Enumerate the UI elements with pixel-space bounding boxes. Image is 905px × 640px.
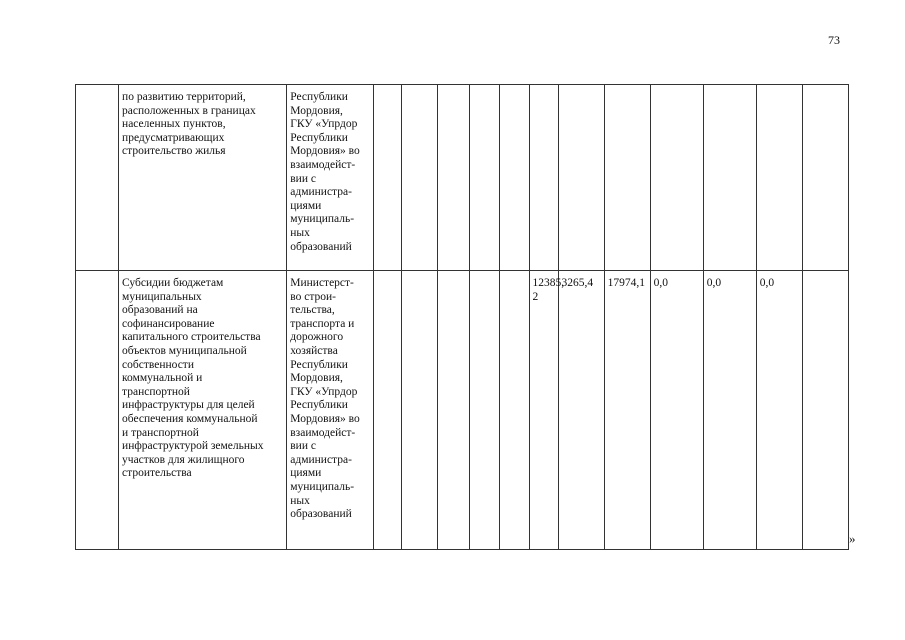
value-cell: 0,0 — [703, 271, 756, 550]
value-cell — [802, 271, 848, 550]
value-cell — [470, 271, 500, 550]
value-cell: 3265,4 — [558, 271, 604, 550]
value-cell — [650, 85, 703, 271]
value-cell — [438, 85, 470, 271]
value-cell — [604, 85, 650, 271]
number-cell — [76, 85, 119, 271]
value-cell — [438, 271, 470, 550]
closing-quote-mark: » — [849, 531, 856, 546]
value-cell: 12385, 2 — [529, 271, 558, 550]
table-row — [76, 271, 849, 550]
value-cell — [802, 85, 848, 271]
value-cell: 17974,1 — [604, 271, 650, 550]
value-cell: 0,0 — [650, 271, 703, 550]
table-row — [76, 85, 849, 271]
value-cell: 0,0 — [756, 271, 802, 550]
value-cell — [402, 271, 438, 550]
value-cell — [374, 271, 402, 550]
value-cell — [756, 85, 802, 271]
measure-name-cell: по развитию территорий, расположенных в границах населенных пунктов, предусматривающих строительство жилья — [119, 85, 287, 271]
executor-cell: Республики Мордовия, ГКУ «Упрдор Республики Мордовия» во взаимодейст- вии с администра- циями муниципаль- ных образований — [287, 85, 374, 271]
value-cell — [500, 85, 529, 271]
value-cell — [558, 85, 604, 271]
value-cell — [374, 85, 402, 271]
value-cell — [470, 85, 500, 271]
value-cell — [402, 85, 438, 271]
page-number: 73 — [828, 33, 840, 47]
measure-name-cell: Субсидии бюджетам муниципальных образований на софинансирование капитального строительства объектов муниципальной собственности коммунальной и транспортной инфраструктуры для целей обеспечения коммунальной и транспортной инфраструктурой земельных участков для жилищного строительства — [119, 271, 287, 550]
program-table — [75, 84, 849, 549]
value-cell — [500, 271, 529, 550]
value-cell — [703, 85, 756, 271]
value-cell — [529, 85, 558, 271]
executor-cell: Министерст- во строи- тельства, транспорта и дорожного хозяйства Республики Мордовия, ГКУ «Упрдор Республики Мордовия» во взаимодейст- вии с администра- циями муниципаль- ных образований — [287, 271, 374, 550]
number-cell — [76, 271, 119, 550]
